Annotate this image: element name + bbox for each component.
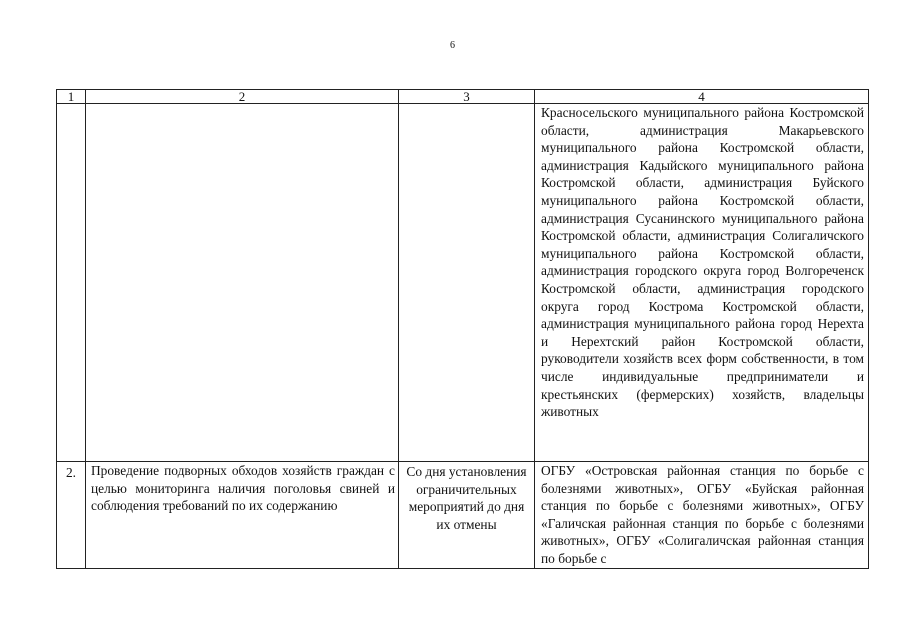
measures-table <box>56 89 869 569</box>
column-header-2: 2 <box>86 90 399 104</box>
activity-cell: Проведение подворных обходов хозяйств граждан с целью мониторинга наличия поголовья свиней и соблюдения требований по их содержанию <box>86 462 399 569</box>
row-number-cell: 2. <box>57 462 86 569</box>
responsible-cell: ОГБУ «Островская районная станция по борьбе с болезнями животных», ОГБУ «Буйская районная станция по борьбе с болезнями животных», ОГБУ «Галичская районная станция по борьбе с болезнями животных», ОГБУ «Солигаличская районная станция по борьбе с <box>535 462 869 569</box>
column-header-4: 4 <box>535 90 869 104</box>
activity-cell <box>86 104 399 462</box>
column-header-3: 3 <box>399 90 535 104</box>
page-number: 6 <box>450 40 455 51</box>
column-header-1: 1 <box>57 90 86 104</box>
timing-cell: Со дня установления ограничительных мероприятий до дня их отмены <box>399 462 535 569</box>
row-number-cell <box>57 104 86 462</box>
table-row <box>57 104 869 462</box>
table-row <box>57 462 869 569</box>
responsible-cell: Красносельского муниципального района Костромской области, администрация Макарьевского муниципального района Костромской области, администрация Кадыйского муниципального района Костромской области, администрация Буйского муниципального района Костромской области, администрация Сусанинского муниципального района Костромской области, администрация Солигаличского муниципального района Костромской области, администрация городского округа город Волгореченск Костромской области, администрация городского округа город Кострома Костромской области, администрация муниципального района город Нерехта и Нерехтский район Костромской области, руководители хозяйств всех форм собственности, в том числе индивидуальные предприниматели и крестьянских (фермерских) хозяйств, владельцы животных <box>535 104 869 462</box>
timing-cell <box>399 104 535 462</box>
header-row <box>57 90 869 104</box>
